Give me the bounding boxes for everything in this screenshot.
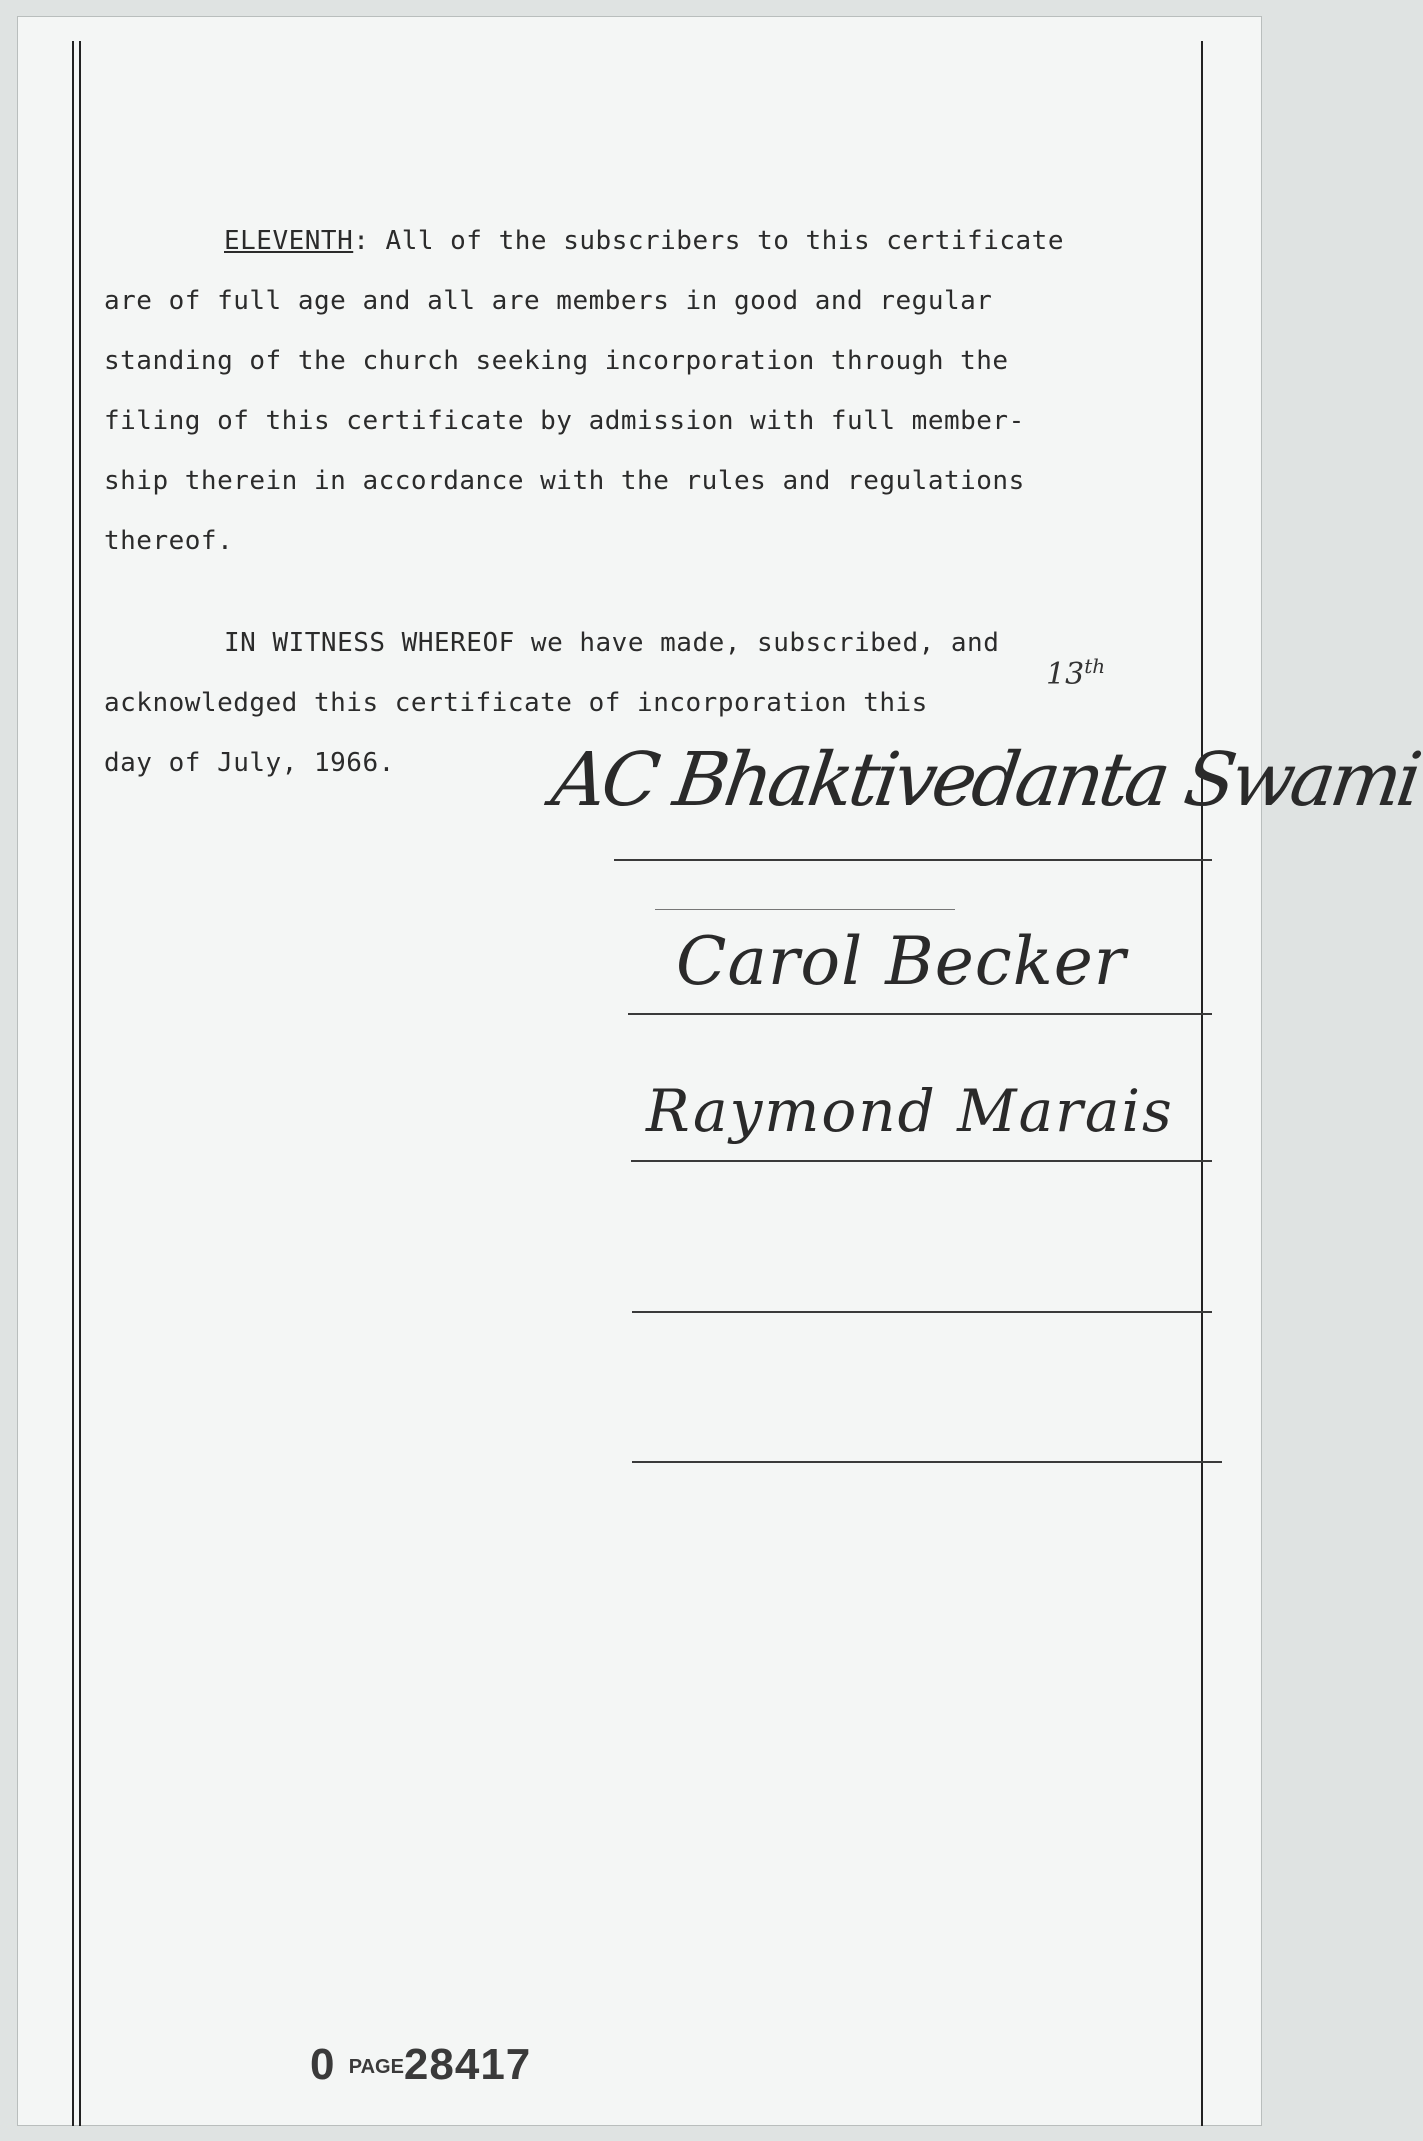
paragraph-line: day of July, 1966. bbox=[104, 748, 395, 778]
paragraph-eleventh bbox=[104, 211, 1214, 571]
paragraph-line: filing of this certificate by admission with full member- bbox=[104, 406, 1025, 436]
paragraph-line: ship therein in accordance with the rules and regulations bbox=[104, 466, 1025, 496]
handwritten-day: 13th bbox=[1046, 654, 1106, 692]
signature-line-1 bbox=[614, 859, 1212, 861]
paragraph-line: acknowledged this certificate of incorporation this bbox=[104, 688, 928, 718]
document-page bbox=[17, 16, 1423, 2126]
paragraph-line: IN WITNESS WHEREOF we have made, subscribed, and bbox=[224, 628, 1000, 658]
signature-line-2 bbox=[628, 1013, 1212, 1015]
margin-rule-left-inner bbox=[79, 41, 81, 2126]
signature-3: Raymond Marais bbox=[646, 1077, 1174, 1145]
eleventh-heading: ELEVENTH bbox=[224, 226, 354, 256]
signature-1: AC Bhaktivedanta Swami bbox=[546, 737, 1423, 823]
paragraph-line: ELEVENTH: All of the subscribers to this certificate bbox=[224, 226, 1064, 256]
signature-line-5-blank bbox=[632, 1461, 1222, 1463]
page-number-stamp: 0 PAGE28417 bbox=[310, 2040, 532, 2089]
signature-line-4-blank bbox=[632, 1311, 1212, 1313]
signature-2: Carol Becker bbox=[676, 923, 1127, 1000]
paragraph-line: are of full age and all are members in good and regular bbox=[104, 286, 993, 316]
signature-line-3 bbox=[631, 1160, 1212, 1162]
paragraph-line: standing of the church seeking incorporation through the bbox=[104, 346, 1009, 376]
signature-line-1-faint bbox=[655, 909, 955, 910]
paragraph-line: thereof. bbox=[104, 526, 234, 556]
margin-rule-left-outer bbox=[72, 41, 74, 2126]
